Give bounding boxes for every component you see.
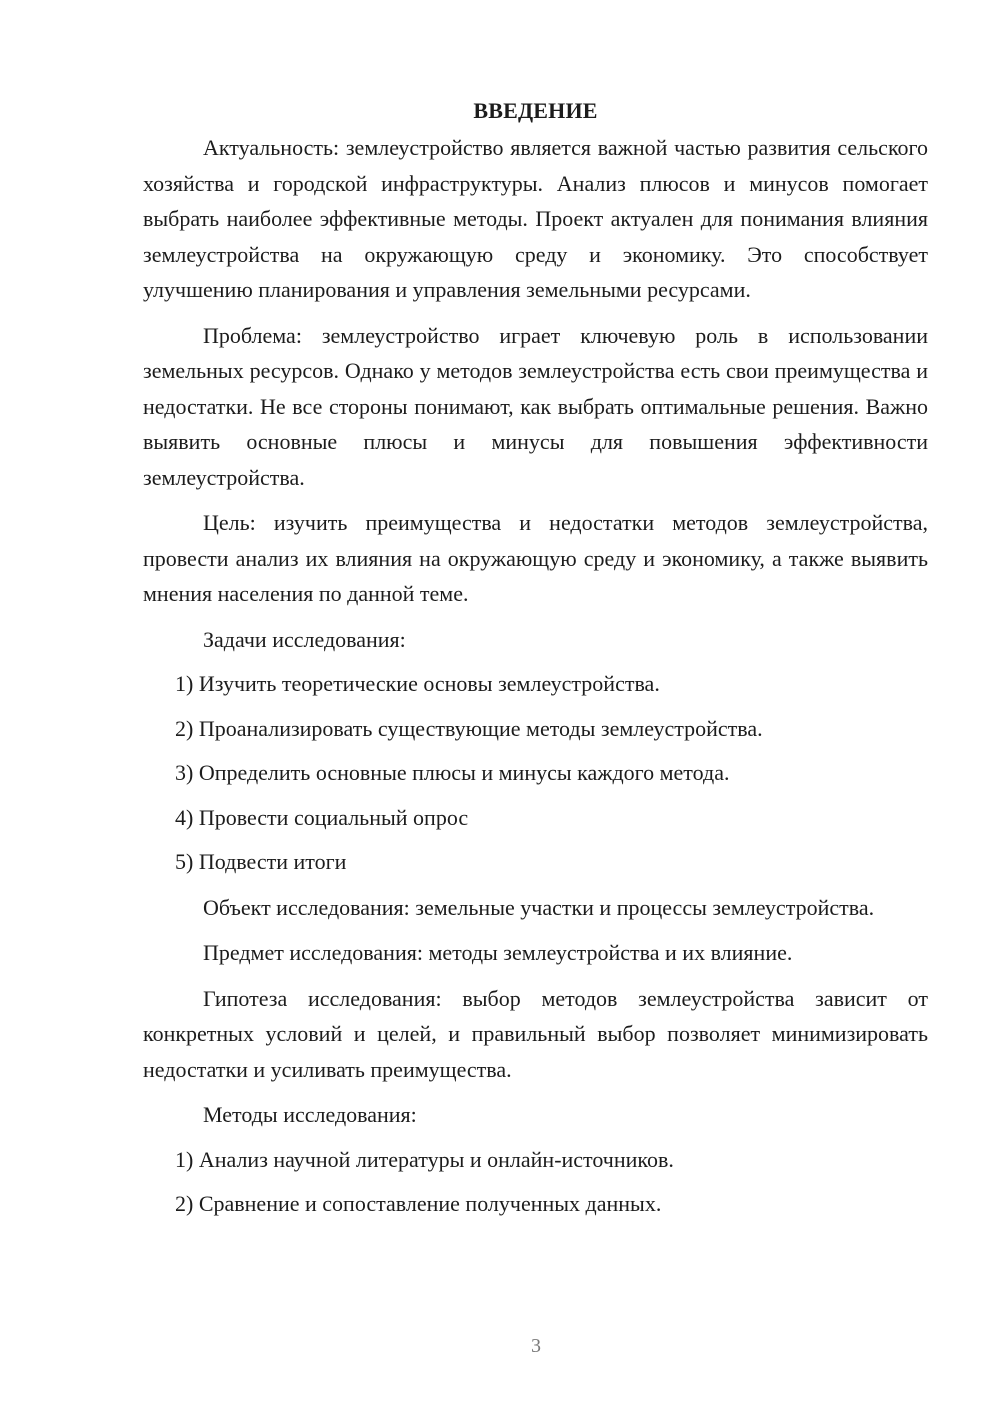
list-item: 2) Проанализировать существующие методы землеустройства.	[175, 715, 763, 741]
tasks-label: Задачи исследования:	[203, 626, 406, 652]
paragraph-object: Объект исследования: земельные участки и процессы землеустройства.	[203, 894, 875, 920]
page-number: 3	[531, 1335, 541, 1357]
paragraph-hypothesis: Гипотеза исследования: выбор методов землеустройства зависит от конкретных условий и целей, и правильный выбор позволяет минимизировать недостатки и усиливать преимущества.	[143, 985, 928, 1082]
list-item: 4) Провести социальный опрос	[175, 804, 469, 830]
paragraph-goal: Цель: изучить преимущества и недостатки методов землеустройства, провести анализ их влияния на окружающую среду и экономику, а также выявить мнения населения по данной теме.	[143, 510, 928, 606]
paragraph-relevance: Актуальность: землеустройство является важной частью развития сельского хозяйства и городской инфраструктуры. Анализ плюсов и минусов помогает выбрать наиболее эффективные методы. Проект актуален для понимания влияния землеустройства на окружающую среду и экономику. Это способствует улучшению планирования и управления земельными ресурсами.	[143, 135, 928, 302]
list-item: 2) Сравнение и сопоставление полученных данных.	[175, 1191, 662, 1216]
paragraph-subject: Предмет исследования: методы землеустройства и их влияние.	[203, 940, 793, 965]
list-item: 5) Подвести итоги	[175, 849, 347, 874]
methods-list	[143, 1142, 928, 1222]
section-heading: ВВЕДЕНИЕ	[473, 98, 598, 123]
methods-label: Методы исследования:	[203, 1102, 417, 1127]
list-item: 1) Анализ научной литературы и онлайн-источников.	[175, 1146, 674, 1172]
tasks-list	[143, 666, 928, 880]
list-item: 3) Определить основные плюсы и минусы каждого метода.	[175, 760, 730, 785]
list-item: 1) Изучить теоретические основы землеустройства.	[175, 671, 660, 696]
paragraph-problem: Проблема: землеустройство играет ключевую роль в использовании земельных ресурсов. Однако у методов землеустройства есть свои преимущества и недостатки. Не все стороны понимают, как выбрать оптимальные решения. Важно выявить основные плюсы и минусы для повышения эффективности землеустройства.	[143, 322, 928, 490]
page-content	[143, 96, 928, 1222]
